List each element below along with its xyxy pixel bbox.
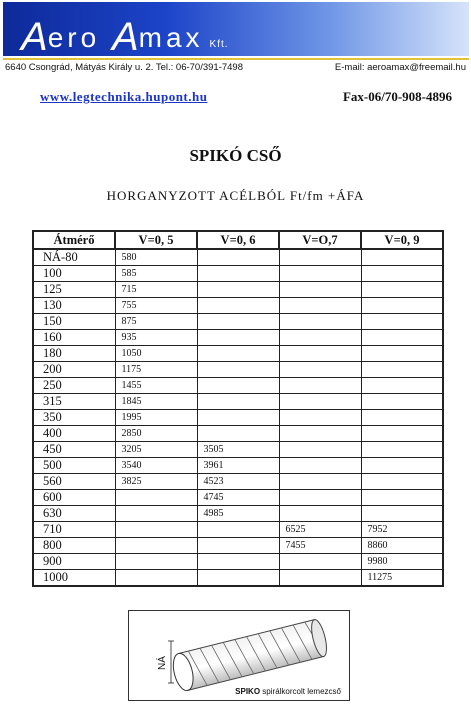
header-divider: [3, 58, 469, 60]
dimension-label: NÁ: [157, 656, 168, 670]
diameter-cell: 900: [33, 554, 115, 570]
price-cell: [361, 346, 443, 362]
company-logo: [21, 12, 229, 56]
table-row: [33, 330, 443, 346]
price-cell: [279, 346, 361, 362]
diameter-cell: 400: [33, 426, 115, 442]
diameter-cell: 630: [33, 506, 115, 522]
table-row: [33, 346, 443, 362]
price-cell: [197, 249, 279, 266]
price-cell: 1995: [115, 410, 197, 426]
table-row: [33, 522, 443, 538]
price-cell: [361, 298, 443, 314]
diameter-cell: 100: [33, 266, 115, 282]
price-cell: [197, 362, 279, 378]
figure-caption-bold: SPIKO: [235, 687, 261, 696]
price-cell: [361, 490, 443, 506]
column-header-v06: V=0, 6: [197, 231, 279, 249]
price-cell: [279, 554, 361, 570]
price-cell: [115, 554, 197, 570]
price-cell: 6525: [279, 522, 361, 538]
table-row: [33, 394, 443, 410]
figure-caption-text: spirálkorcolt lemezcső: [262, 687, 341, 696]
table-row: [33, 490, 443, 506]
price-cell: [115, 570, 197, 587]
price-cell: [197, 522, 279, 538]
price-cell: [279, 442, 361, 458]
price-cell: [361, 362, 443, 378]
price-cell: [361, 442, 443, 458]
price-cell: [279, 298, 361, 314]
price-cell: [361, 249, 443, 266]
price-cell: 3205: [115, 442, 197, 458]
price-cell: 2850: [115, 426, 197, 442]
table-row: [33, 458, 443, 474]
price-cell: [279, 410, 361, 426]
price-cell: 4745: [197, 490, 279, 506]
column-header-v07: V=O,7: [279, 231, 361, 249]
price-cell: 875: [115, 314, 197, 330]
price-cell: [115, 490, 197, 506]
price-cell: [115, 522, 197, 538]
price-cell: [197, 266, 279, 282]
table-row: [33, 554, 443, 570]
page-title: SPIKÓ CSŐ: [189, 146, 282, 165]
figure-caption: [235, 687, 341, 696]
fax-number: Fax-06/70-908-4896: [342, 89, 452, 104]
price-cell: 9980: [361, 554, 443, 570]
price-cell: [115, 506, 197, 522]
price-cell: 3825: [115, 474, 197, 490]
logo-letter-a-icon: A: [111, 15, 139, 56]
price-cell: 7952: [361, 522, 443, 538]
price-cell: [279, 362, 361, 378]
price-cell: 8860: [361, 538, 443, 554]
price-cell: [279, 474, 361, 490]
page-subtitle: HORGANYZOTT ACÉLBÓL Ft/fm +ÁFA: [106, 188, 365, 203]
price-table: [32, 230, 444, 587]
price-cell: [279, 249, 361, 266]
diameter-cell: 450: [33, 442, 115, 458]
price-cell: [279, 378, 361, 394]
price-cell: [197, 282, 279, 298]
price-cell: [279, 458, 361, 474]
price-cell: 1050: [115, 346, 197, 362]
diameter-cell: 1000: [33, 570, 115, 587]
price-cell: [361, 282, 443, 298]
price-cell: [279, 490, 361, 506]
table-row: [33, 506, 443, 522]
column-header-v05: V=0, 5: [115, 231, 197, 249]
price-cell: 4523: [197, 474, 279, 490]
price-cell: [361, 378, 443, 394]
diameter-cell: 160: [33, 330, 115, 346]
price-cell: [197, 538, 279, 554]
table-row: [33, 362, 443, 378]
logo-suffix: Kft.: [209, 39, 229, 50]
price-cell: [361, 266, 443, 282]
table-row: [33, 426, 443, 442]
price-cell: [197, 410, 279, 426]
diameter-cell: 800: [33, 538, 115, 554]
price-cell: [197, 426, 279, 442]
price-cell: [361, 394, 443, 410]
price-cell: [361, 506, 443, 522]
table-row: [33, 266, 443, 282]
price-cell: 7455: [279, 538, 361, 554]
table-row: [33, 410, 443, 426]
price-cell: 755: [115, 298, 197, 314]
price-cell: [197, 394, 279, 410]
table-row: [33, 298, 443, 314]
price-cell: [279, 426, 361, 442]
price-cell: 4985: [197, 506, 279, 522]
column-header-v09: V=0, 9: [361, 231, 443, 249]
price-cell: [197, 330, 279, 346]
diameter-cell: 315: [33, 394, 115, 410]
price-cell: [279, 570, 361, 587]
price-cell: [279, 266, 361, 282]
diameter-cell: 180: [33, 346, 115, 362]
diameter-cell: 125: [33, 282, 115, 298]
website-link[interactable]: www.legtechnika.hupont.hu: [40, 89, 208, 104]
price-cell: [361, 410, 443, 426]
diameter-cell: NÁ-80: [33, 249, 115, 266]
price-cell: 1845: [115, 394, 197, 410]
price-cell: [361, 458, 443, 474]
price-cell: 3540: [115, 458, 197, 474]
price-cell: 580: [115, 249, 197, 266]
diameter-cell: 710: [33, 522, 115, 538]
price-cell: [197, 346, 279, 362]
price-cell: [279, 330, 361, 346]
price-cell: [197, 570, 279, 587]
logo-letter-a-icon: A: [21, 15, 48, 56]
price-cell: 1455: [115, 378, 197, 394]
price-cell: 935: [115, 330, 197, 346]
diameter-cell: 130: [33, 298, 115, 314]
price-cell: [279, 314, 361, 330]
diameter-cell: 250: [33, 378, 115, 394]
diameter-cell: 560: [33, 474, 115, 490]
table-row: [33, 282, 443, 298]
table-row: [33, 249, 443, 266]
price-cell: [279, 394, 361, 410]
price-cell: 585: [115, 266, 197, 282]
price-cell: [197, 298, 279, 314]
table-row: [33, 442, 443, 458]
table-row: [33, 474, 443, 490]
price-cell: 1175: [115, 362, 197, 378]
price-cell: [361, 314, 443, 330]
price-cell: 3505: [197, 442, 279, 458]
price-cell: [279, 506, 361, 522]
table-row: [33, 378, 443, 394]
table-row: [33, 570, 443, 587]
header-banner: [3, 2, 469, 56]
address-line: 6640 Csongrád, Mátyás Király u. 2. Tel.: 06-70/391-7498: [5, 62, 243, 73]
spiral-duct-figure: [128, 610, 350, 701]
price-cell: 11275: [361, 570, 443, 587]
price-cell: [197, 554, 279, 570]
logo-text-2: max: [138, 22, 204, 53]
table-row: [33, 538, 443, 554]
price-cell: [361, 426, 443, 442]
table-header-row: [33, 231, 443, 249]
diameter-cell: 150: [33, 314, 115, 330]
logo-text-1: ero: [47, 22, 101, 53]
column-header-diameter: Átmérő: [33, 231, 115, 249]
price-cell: [279, 282, 361, 298]
price-cell: [197, 314, 279, 330]
price-cell: 715: [115, 282, 197, 298]
diameter-cell: 600: [33, 490, 115, 506]
price-cell: 3961: [197, 458, 279, 474]
email-line[interactable]: E-mail: aeroamax@freemail.hu: [334, 62, 466, 73]
price-cell: [361, 330, 443, 346]
price-cell: [361, 474, 443, 490]
price-cell: [115, 538, 197, 554]
price-cell: [197, 378, 279, 394]
diameter-cell: 350: [33, 410, 115, 426]
table-row: [33, 314, 443, 330]
diameter-cell: 200: [33, 362, 115, 378]
diameter-cell: 500: [33, 458, 115, 474]
